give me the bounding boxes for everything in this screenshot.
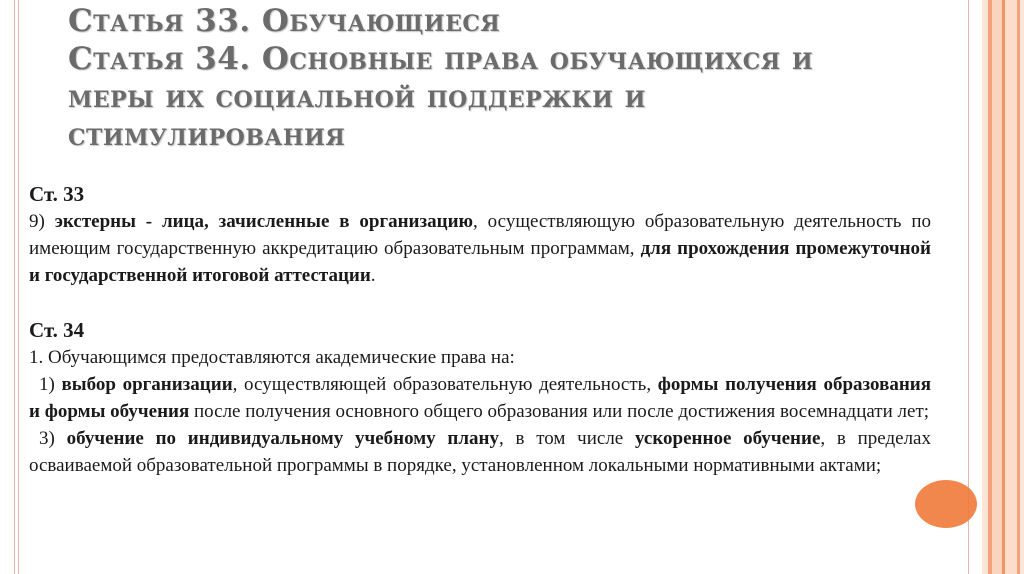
- bold-term: формы получения образования и формы обучения: [29, 374, 932, 422]
- bold-term: ускоренное обучение: [635, 428, 821, 449]
- article-34-item-3: [29, 425, 931, 479]
- article-34-item-1: [29, 371, 931, 425]
- article-33-paragraph: [29, 208, 931, 289]
- title-line: меры их социальной поддержки и: [68, 79, 646, 115]
- paragraph-text: после получения основного общего образования или после достижения восемнадцати лет;: [189, 401, 930, 422]
- article-34-heading: Ст. 34: [29, 318, 85, 342]
- title-line: стимулирования: [68, 117, 346, 153]
- item-number: 1): [39, 374, 62, 395]
- bold-term: выбор организации: [61, 374, 233, 395]
- spacer: [29, 289, 931, 316]
- article-33-heading: Ст. 33: [29, 182, 85, 206]
- stripe: [992, 0, 1002, 574]
- bold-term: экстерны - лица, зачисленные в организацию: [54, 211, 474, 232]
- bold-term: для прохождения промежуточной и государственной итоговой аттестации: [29, 238, 931, 286]
- item-number: 3): [39, 428, 67, 449]
- stripe: [1020, 0, 1024, 574]
- stripe: [1005, 0, 1017, 574]
- title-line: Статья 34. Основные права обучающихся и: [68, 41, 814, 77]
- article-34-intro: 1. Обучающимся предоставляются академические права на:: [29, 347, 515, 368]
- bold-term: обучение по индивидуальному учебному плану: [66, 428, 499, 449]
- slide-title: [68, 2, 968, 154]
- item-number: 9): [29, 211, 55, 232]
- paragraph-text: , в пределах осваиваемой образовательной программы в порядке, установленном локальными нормативными актами;: [29, 428, 931, 476]
- paragraph-text: , осуществляющую образовательную деятельность по имеющим государственную аккредитацию образовательным программам,: [29, 211, 931, 259]
- decorative-orange-circle: [915, 480, 977, 528]
- left-frame-line: [14, 0, 15, 574]
- left-frame-line-inner: [18, 0, 19, 574]
- right-decorative-stripes: [982, 0, 1024, 574]
- paragraph-text: , осуществляющей образовательную деятельность,: [232, 374, 658, 395]
- title-line: Статья 33. Обучающиеся: [68, 3, 501, 39]
- paragraph-text: .: [370, 265, 376, 286]
- slide-body: [29, 180, 931, 479]
- paragraph-text: , в том числе: [498, 428, 635, 449]
